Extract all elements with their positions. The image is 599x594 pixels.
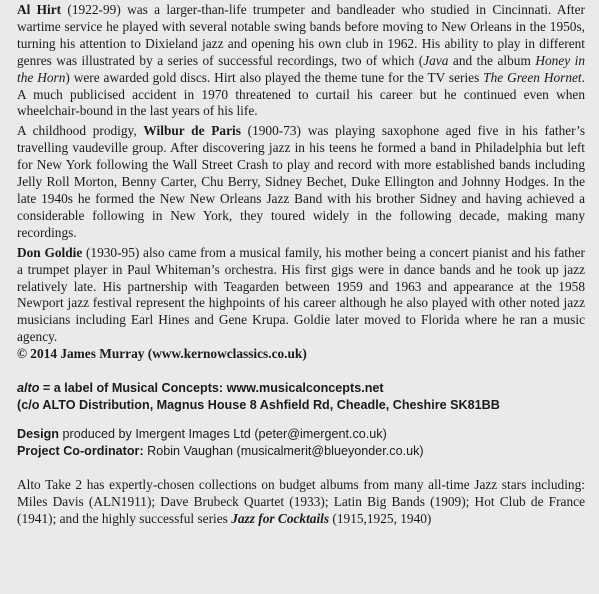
- credits: [17, 426, 585, 459]
- bio-wilbur-de-paris: A childhood prodigy, Wilbur de Paris (1900-73) was playing saxophone aged five in his father’s travelling vaudeville group. After discovering jazz in his teens he formed a band in Philadelphia but left for New York following the Wall Street Crash to play and record with more established bands including Jelly Roll Morton, Benny Carter, Chu Berry, Sidney Bechet, Duke Ellington and Johnny Hodges. In the late 1940s he formed the New New Orleans Jazz Band with his brother Sidney and having achieved a considerable following in New York, they toured widely in the following decade, making many recordings.: [17, 123, 586, 240]
- design-credit: Design produced by Imergent Images Ltd (peter@imergent.co.uk): [17, 427, 387, 442]
- bio-al-hirt: Al Hirt (1922-99) was a larger-than-life trumpeter and bandleader who studied in Cincinnati. After wartime service he played with several notable swing bands before moving to New Orleans in the 1950s, turning his attention to Dixieland jazz and opening his own club in 1962. His ability to play in different genres was illustrated by a series of successful recordings, two of which (Java and the album Honey in the Horn) were awarded gold discs. Hirt also played the theme tune for the TV series The Green Hornet. A much publicised accident in 1970 threatened to curtail his career but he continued even when wheelchair-bound in the last years of his life.: [17, 2, 586, 119]
- bio-name: Don Goldie: [17, 244, 83, 260]
- bio-name: Wilbur de Paris: [143, 123, 241, 139]
- bio-don-goldie: Don Goldie (1930-95) also came from a musical family, his mother being a concert pianist and his father a trumpet player in Paul Whiteman’s orchestra. His first gigs were in dance bands and he took up jazz relatively late. His partnership with Teagarden between 1959 and 1963 and appearance at the 1958 Newport jazz festival represent the highpoints of his career although he also played with other noted jazz musicians including Earl Hines and Gene Krupa. Goldie later moved to Florida where he ran a music agency.: [17, 244, 585, 345]
- label-line-2: (c/o ALTO Distribution, Magnus House 8 Ashfield Rd, Cheadle, Cheshire SK81BB: [17, 397, 500, 412]
- copyright-line: © 2014 James Murray (www.kernowclassics.co.uk): [17, 346, 307, 362]
- bio-name: Al Hirt: [17, 2, 62, 17]
- alto-take-paragraph: Alto Take 2 has expertly-chosen collections on budget albums from many all-time Jazz stars including: Miles Davis (ALN1911); Dave Brubeck Quartet (1933); Latin Big Bands (1909); Hot Club de France (1941); and the highly successful series Jazz for Cocktails (1915,1925, 1940): [17, 477, 585, 526]
- label-info: [17, 380, 585, 413]
- coordinator-credit: Project Co-ordinator: Robin Vaughan (musicalmerit@blueyonder.co.uk): [17, 443, 424, 458]
- series-title: Jazz for Cocktails: [231, 510, 330, 526]
- label-line-1: alto = a label of Musical Concepts: www.musicalconcepts.net: [17, 381, 384, 396]
